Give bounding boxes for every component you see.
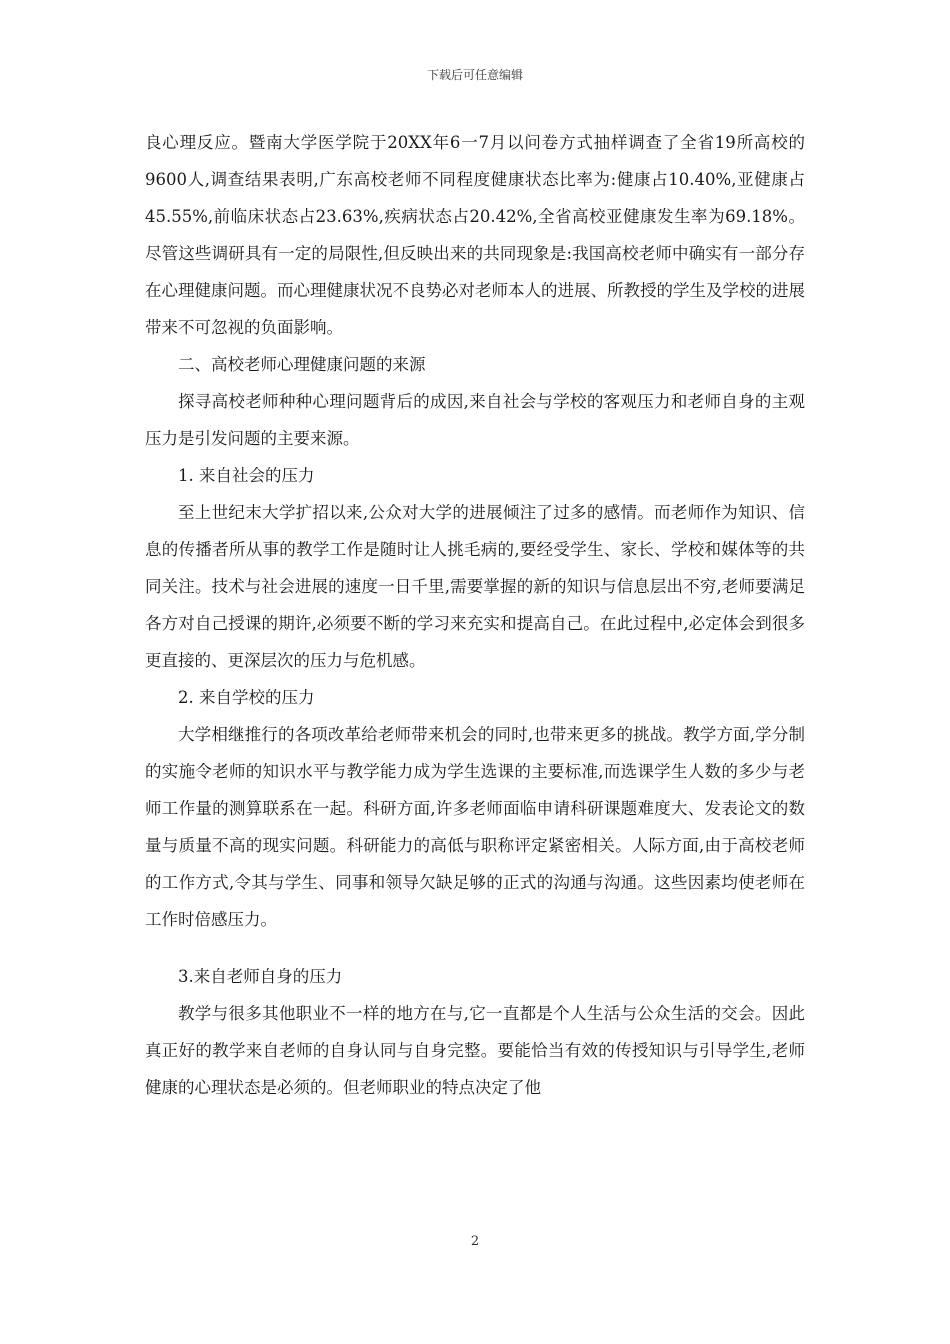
subheading-social-pressure: 1. 来自社会的压力 [178,466,315,485]
paragraph-school-pressure: 大学相继推行的各项改革给老师带来机会的同时,也带来更多的挑战。教学方面,学分制的实施令老师的知识水平与教学能力成为学生选课的主要标准,而选课学生人数的多少与老师工作量的测算联系在一起。科研方面,许多老师面临申请科研课题难度大、发表论文的数量与质量不高的现实问题。科研能力的高低与职称评定紧密相关。人际方面,由于高校老师的工作方式,令其与学生、同事和领导欠缺足够的正式的沟通与沟通。这些因素均使老师在工作时倍感压力。 [145,725,805,929]
page-number: 2 [470,1234,480,1249]
paragraph-continuation: 良心理反应。暨南大学医学院于20XX年6一7月以问卷方式抽样调查了全省19所高校的9600人,调查结果表明,广东高校老师不同程度健康状态比率为:健康占10.40%,亚健康占45.55%,前临床状态占23.63%,疾病状态占20.42%,全省高校亚健康发生率为69.18%。尽管这些调研具有一定的局限性,但反映出来的共同现象是:我国高校老师中确实有一部分存在心理健康问题。而心理健康状况不良势必对老师本人的进展、所教授的学生及学校的进展带来不可忽视的负面影响。 [145,133,805,337]
document-body [145,124,805,1106]
paragraph-intro: 探寻高校老师种种心理问题背后的成因,来自社会与学校的客观压力和老师自身的主观压力是引发问题的主要来源。 [145,392,805,448]
page-header: 下载后可任意编辑 [426,68,523,82]
subheading-self-pressure: 3.来自老师自身的压力 [178,967,343,986]
paragraph-self-pressure: 教学与很多其他职业不一样的地方在与,它一直都是个人生活与公众生活的交会。因此真正好的教学来自老师的自身认同与自身完整。要能恰当有效的传授知识与引导学生,老师健康的心理状态是必须的。但老师职业的特点决定了他 [145,1004,805,1097]
subheading-school-pressure: 2. 来自学校的压力 [178,688,315,707]
paragraph-social-pressure: 至上世纪末大学扩招以来,公众对大学的进展倾注了过多的感情。而老师作为知识、信息的传播者所从事的教学工作是随时让人挑毛病的,要经受学生、家长、学校和媒体等的共同关注。技术与社会进展的速度一日千里,需要掌握的新的知识与信息层出不穷,老师要满足各方对自己授课的期许,必须要不断的学习来充实和提高自己。在此过程中,必定体会到很多更直接的、更深层次的压力与危机感。 [145,503,805,670]
section-heading-sources: 二、高校老师心理健康问题的来源 [178,355,426,374]
